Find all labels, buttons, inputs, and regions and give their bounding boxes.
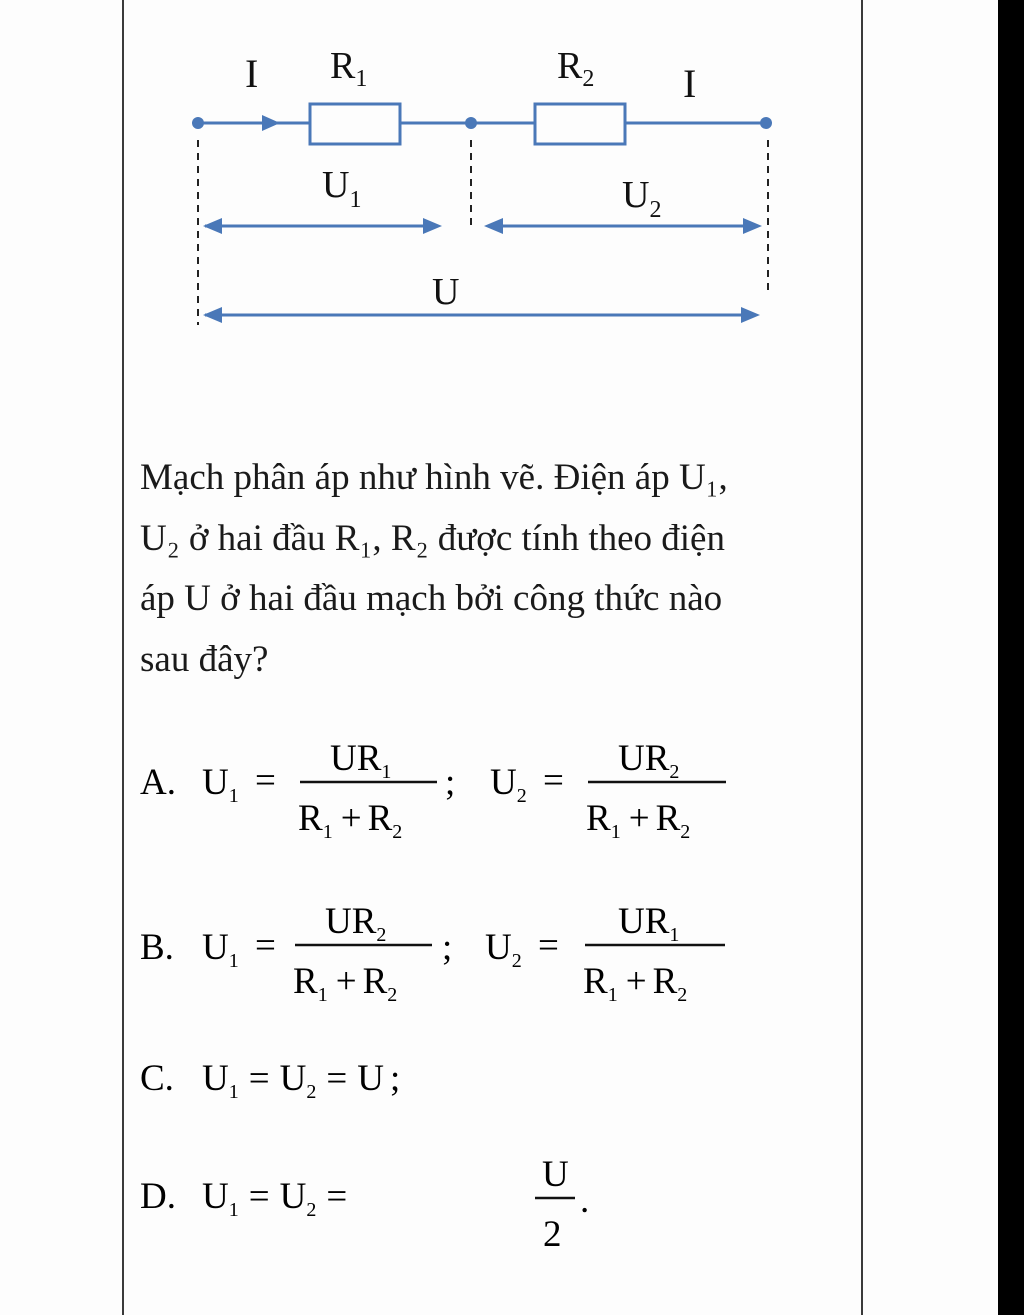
question-text — [140, 448, 855, 690]
u-arrow-left-icon — [203, 307, 222, 323]
svg-text:R1+R2: $R_1 + R_2$ — [583, 961, 688, 1006]
resistor-r1 — [310, 104, 400, 144]
current-label-left: I — [245, 51, 259, 96]
u1-arrow-right-icon — [423, 218, 442, 234]
svg-text:UR1: $UR_1$ — [618, 901, 680, 946]
u2-arrow-right-icon — [743, 218, 762, 234]
option-c-letter: C. — [140, 1058, 174, 1099]
u2-label: $U_2$ — [622, 174, 662, 223]
current-arrow-icon — [262, 115, 280, 131]
option-c[interactable] — [140, 1040, 860, 1120]
svg-text:R1+R2: $R_1 + R_2$ — [298, 798, 403, 843]
svg-text:=: = — [543, 760, 564, 801]
svg-text:U: U — [542, 1154, 569, 1195]
u1-arrow-left-icon — [203, 218, 222, 234]
r1-label: $R_1$ — [330, 45, 368, 92]
svg-text:2: 2 — [543, 1214, 562, 1255]
option-d[interactable] — [140, 1150, 860, 1260]
svg-text:R1+R2: $R_1 + R_2$ — [293, 961, 398, 1006]
question-line-1: Mạch phân áp như hình vẽ. Điện áp U₁, — [140, 457, 728, 498]
svg-text:UR1: $UR_1$ — [330, 738, 392, 783]
option-b-letter: B. — [140, 927, 174, 968]
svg-text:;: ; — [442, 927, 453, 968]
svg-text:R1+R2: $R_1 + R_2$ — [586, 798, 691, 843]
option-d-letter: D. — [140, 1176, 176, 1217]
svg-text:;: ; — [445, 762, 456, 803]
right-black-bar — [998, 0, 1024, 1315]
svg-text:U1: $U_1$ — [202, 927, 239, 972]
node-middle — [465, 117, 477, 129]
r2-label: $R_2$ — [557, 45, 595, 92]
option-a-letter: A. — [140, 762, 176, 803]
svg-text:U2: $U_2$ — [485, 927, 522, 972]
svg-text:=: = — [538, 925, 559, 966]
svg-text:UR2: $UR_2$ — [325, 901, 387, 946]
option-b[interactable] — [140, 885, 860, 1015]
node-left — [192, 117, 204, 129]
question-line-4: sau đây? — [140, 638, 269, 680]
question-line-2: U₂ ở hai đầu R₁, R₂ được tính theo điện — [140, 517, 725, 559]
svg-text:U1=U2=: $U_1 = U_2$ = — [202, 1176, 348, 1221]
u-arrow-right-icon — [741, 307, 760, 323]
u1-label: $U_1$ — [322, 164, 362, 213]
svg-text:.: . — [580, 1180, 590, 1221]
u2-arrow-left-icon — [484, 218, 503, 234]
question-line-3: áp U ở hai đầu mạch bởi công thức nào — [140, 578, 723, 619]
u-label: U — [432, 271, 460, 313]
circuit-diagram — [0, 0, 998, 420]
svg-text:=: = — [255, 925, 276, 966]
svg-text:U1=U2=U;: $U_1 = U_2 = U$ ; — [202, 1058, 401, 1103]
resistor-r2 — [535, 104, 625, 144]
node-right — [760, 117, 772, 129]
svg-text:U1: $U_1$ — [202, 762, 239, 807]
option-a[interactable] — [140, 720, 860, 850]
svg-text:UR2: $UR_2$ — [618, 738, 680, 783]
svg-text:=: = — [255, 760, 276, 801]
svg-text:U2: $U_2$ — [490, 762, 527, 807]
current-label-right: I — [683, 61, 697, 106]
